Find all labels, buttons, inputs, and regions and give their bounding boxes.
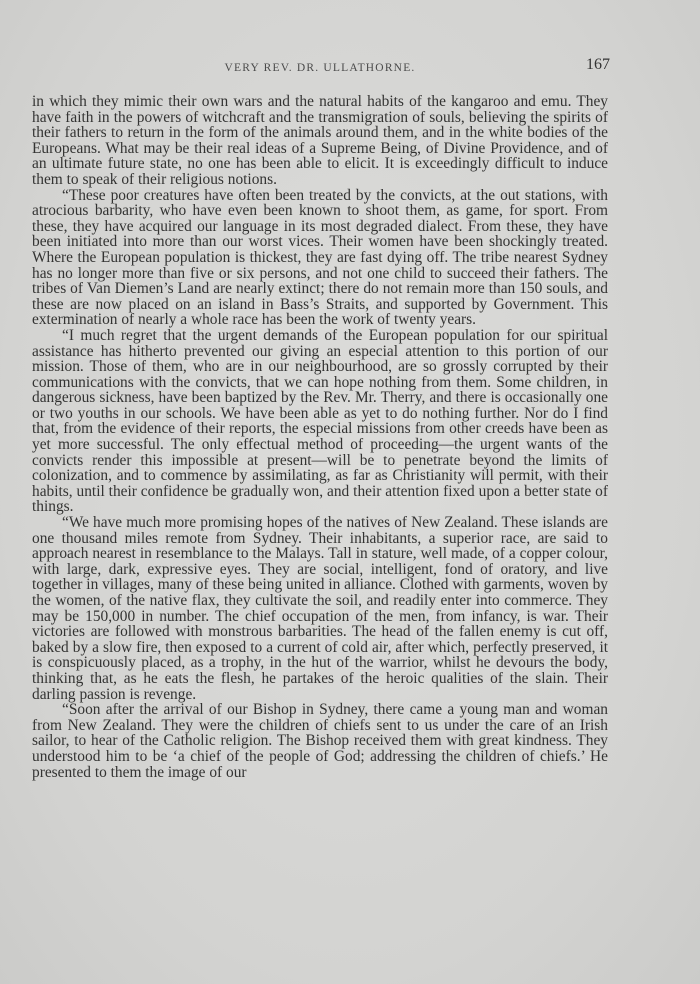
page-number: 167	[586, 56, 610, 73]
body-text	[32, 94, 608, 780]
paragraph: in which they mimic their own wars and the natural habits of the kangaroo and emu. They have faith in the powers of witchcraft and the transmigration of souls, believing the spirits of their fathers to return in the form of the animals around them, and in the white bodies of the Europeans. What may be their real ideas of a Supreme Being, of Divine Providence, and of an ultimate future state, no one has been able to elicit. It is exceedingly difficult to induce them to speak of their religious notions.	[32, 93, 608, 188]
paragraph: “These poor creatures have often been treated by the convicts, at the out stations, with atrocious barbarity, who have even been known to shoot them, as game, for sport. From these, they have acquired our language in its most degraded dialect. From these, they have been initiated into more than our worst vices. Their women have been shockingly treated. Where the European population is thickest, they are fast dying off. The tribe nearest Sydney has no longer more than five or six persons, and not one child to succeed their fathers. The tribes of Van Diemen’s Land are nearly extinct; there do not remain more than 150 souls, and these are now placed on an island in Bass’s Straits, and supported by Government. This extermination of nearly a whole race has been the work of twenty years.	[32, 186, 608, 329]
paragraph: “Soon after the arrival of our Bishop in Sydney, there came a young man and woman from New Zealand. They were the children of chiefs sent to us under the care of an Irish sailor, to hear of the Catholic religion. The Bishop received them with great kindness. They understood him to be ‘a chief of the people of God; addressing the children of chiefs.’ He presented to them the image of our	[32, 701, 608, 781]
paragraph: “I much regret that the urgent demands of the European population for our spiritual assistance has hitherto prevented our giving an especial attention to this portion of our mission. Those of them, who are in our neighbourhood, are so grossly corrupted by their communications with the convicts, that we can hope nothing from them. Some children, in dangerous sickness, have been baptized by the Rev. Mr. Therry, and there is occasionally one or two youths in our schools. We have been able as yet to do nothing further. Nor do I find that, from the evidence of their reports, the especial missions from other creeds have been as yet more successful. The only effectual method of proceeding—the urgent wants of the convicts render this impossible at present—will be to penetrate beyond the limits of colonization, and to commence by assimilating, as far as Christianity will permit, with their habits, until their confidence be gradually won, and their attention fixed upon a better state of things.	[32, 326, 608, 516]
page-header	[32, 56, 608, 78]
paragraph: “We have much more promising hopes of the natives of New Zealand. These islands are one thousand miles remote from Sydney. Their inhabitants, a superior race, are said to approach nearest in resemblance to the Malays. Tall in stature, well made, of a copper colour, with large, dark, expressive eyes. They are social, intelligent, fond of oratory, and live together in villages, many of these being united in alliance. Clothed with garments, woven by the women, of the native flax, they cultivate the soil, and readily enter into commerce. They may be 150,000 in number. The chief occupation of the men, from infancy, is war. Their victories are followed with monstrous barbarities. The head of the fallen enemy is cut off, baked by a slow fire, then exposed to a current of cold air, after which, perfectly preserved, it is conspicuously placed, as a trophy, in the hut of the warrior, whilst he devours the body, thinking that, as he eats the flesh, he partakes of the heroic qualities of the slain. Their darling passion is revenge.	[32, 514, 608, 703]
running-title: VERY REV. DR. ULLATHORNE.	[224, 62, 416, 74]
